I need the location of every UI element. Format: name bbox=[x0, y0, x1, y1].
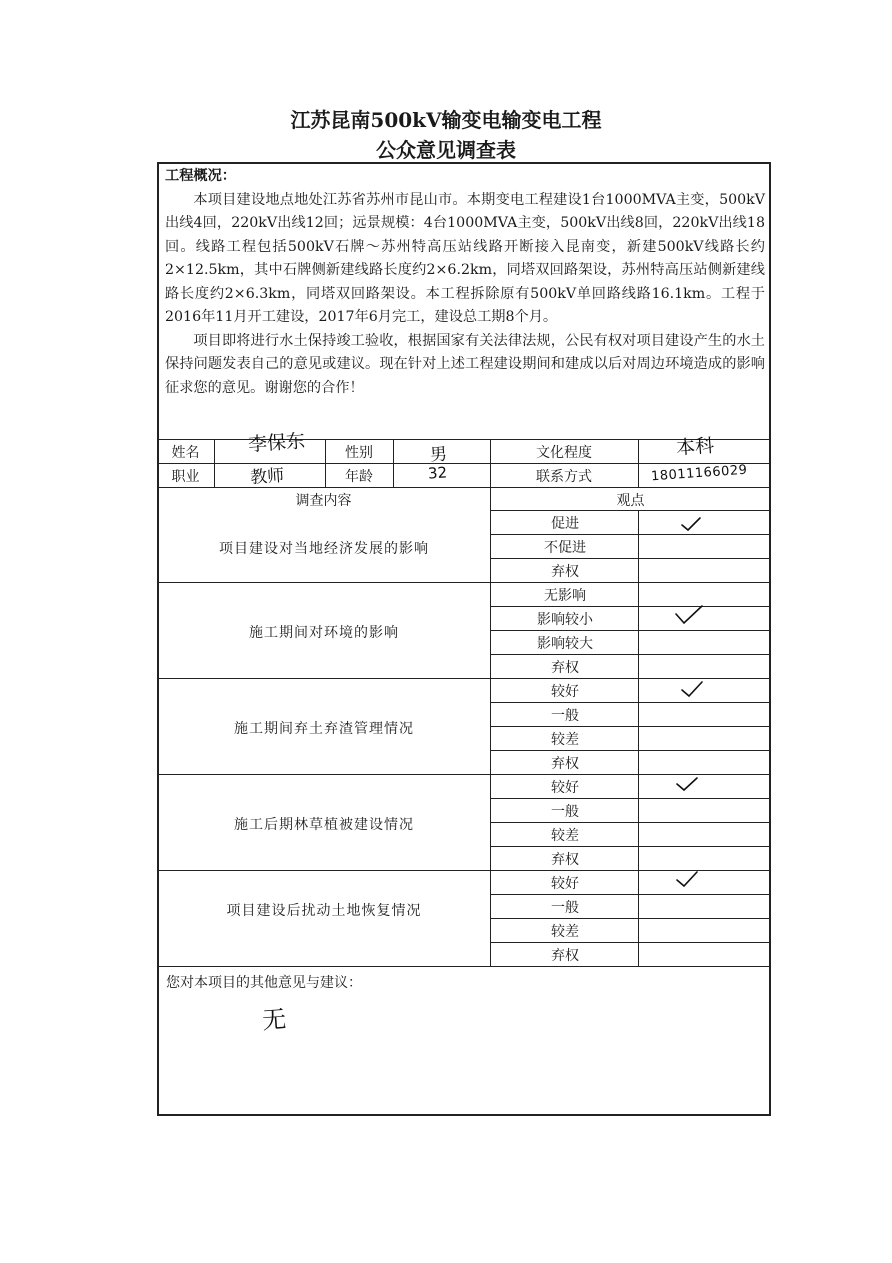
education-label: 文化程度 bbox=[536, 445, 592, 461]
option-label: 影响较大 bbox=[537, 636, 593, 652]
option-label: 一般 bbox=[551, 900, 579, 916]
option-label: 促进 bbox=[551, 516, 579, 532]
option-label: 弃权 bbox=[551, 948, 579, 964]
divider bbox=[638, 439, 639, 487]
check-mark-icon bbox=[680, 680, 704, 698]
document-title: 江苏昆南500kV输变电输变电工程 bbox=[290, 108, 602, 132]
age-label: 年龄 bbox=[345, 469, 373, 485]
project-overview bbox=[165, 165, 765, 400]
job-value: 教师 bbox=[249, 465, 285, 489]
opinion-header: 观点 bbox=[616, 493, 645, 509]
option-label: 影响较小 bbox=[537, 612, 593, 628]
contact-value: 18011166029 bbox=[650, 462, 748, 485]
option-label: 无影响 bbox=[544, 588, 586, 604]
option-label: 较好 bbox=[551, 780, 579, 796]
question-environment: 施工期间对环境的影响 bbox=[249, 625, 399, 641]
question-economy: 项目建设对当地经济发展的影响 bbox=[219, 541, 429, 557]
option-label: 一般 bbox=[551, 708, 579, 724]
option-label: 一般 bbox=[551, 804, 579, 820]
gender-value: 男 bbox=[429, 444, 448, 466]
divider bbox=[638, 510, 639, 967]
overview-paragraph-1: 本项目建设地点地处江苏省苏州市昆山市。本期变电工程建设1台1000MVA主变，500kV出线4回，220kV出线12回；远景规模：4台1000MVA主变，500kV出线8回，220kV出线18回。线路工程包括500kV石牌～苏州特高压站线路开断接入昆南变，新建500kV线路长约2×12.5km，其中石牌侧新建线路长度约2×6.2km，同塔双回路架设，苏州特高压站侧新建线路长度约2×6.3km，同塔双回路架设。本工程拆除原有500kV单回路线路16.1km。工程于2016年11月开工建设，2017年6月完工，建设总工期8个月。 bbox=[165, 191, 765, 325]
divider bbox=[490, 487, 491, 967]
education-value: 本科 bbox=[675, 434, 715, 460]
age-value: 32 bbox=[427, 463, 448, 483]
option-label: 较差 bbox=[551, 732, 579, 748]
option-label: 弃权 bbox=[551, 660, 579, 676]
overview-heading: 工程概况： bbox=[165, 168, 236, 184]
name-label: 姓名 bbox=[171, 445, 200, 461]
divider bbox=[157, 487, 771, 488]
document-subtitle: 公众意见调查表 bbox=[376, 138, 516, 162]
divider bbox=[393, 439, 394, 487]
option-label: 不促进 bbox=[544, 540, 586, 556]
other-opinions-label: 您对本项目的其他意见与建议： bbox=[166, 975, 362, 991]
question-land-restoration: 项目建设后扰动土地恢复情况 bbox=[226, 903, 422, 919]
option-label: 弃权 bbox=[551, 852, 579, 868]
other-opinions-answer: 无 bbox=[261, 1005, 288, 1035]
divider bbox=[214, 439, 215, 487]
question-vegetation: 施工后期林草植被建设情况 bbox=[234, 817, 414, 833]
name-value: 李保东 bbox=[247, 430, 306, 456]
option-label: 弃权 bbox=[551, 564, 579, 580]
gender-label: 性别 bbox=[345, 445, 373, 461]
option-label: 较差 bbox=[551, 828, 579, 844]
contact-label: 联系方式 bbox=[536, 469, 592, 485]
content-header: 调查内容 bbox=[295, 493, 352, 509]
option-label: 较差 bbox=[551, 924, 579, 940]
option-label: 弃权 bbox=[551, 756, 579, 772]
check-mark-icon bbox=[680, 516, 702, 532]
check-mark-icon bbox=[675, 776, 699, 792]
question-spoil-management: 施工期间弃土弃渣管理情况 bbox=[234, 721, 414, 737]
option-label: 较好 bbox=[551, 684, 579, 700]
option-label: 较好 bbox=[551, 876, 579, 892]
check-mark-icon bbox=[675, 870, 699, 888]
job-label: 职业 bbox=[171, 469, 200, 485]
overview-paragraph-2: 项目即将进行水土保持竣工验收，根据国家有关法律法规，公民有权对项目建设产生的水土保持问题发表自己的意见或建议。现在针对上述工程建设期间和建成以后对周边环境造成的影响征求您的意见。谢谢您的合作！ bbox=[165, 332, 765, 396]
check-mark-icon bbox=[674, 604, 704, 626]
